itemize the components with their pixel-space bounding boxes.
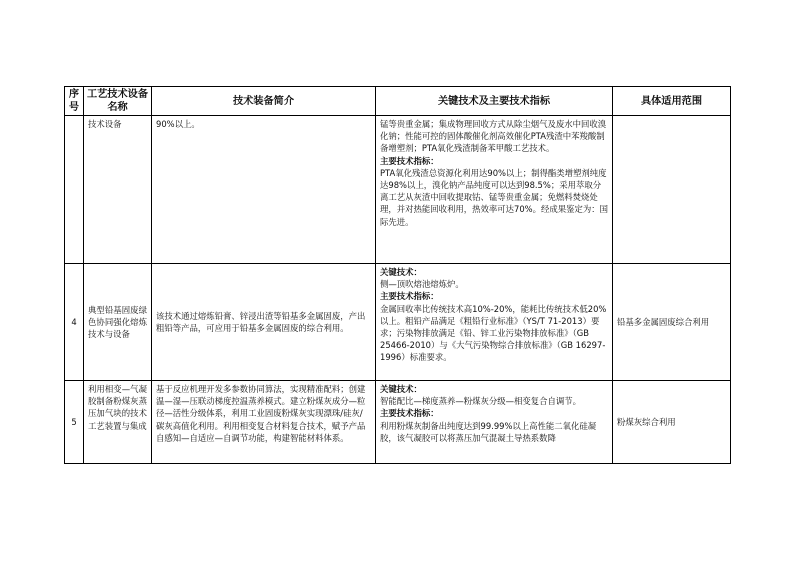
row-key [376, 264, 613, 381]
row-intro: 该技术通过熔炼铅膏、锌浸出渣等铅基多金属固废，产出粗铅等产品，可应用于铅基多金属固废的综合利用。 [152, 264, 376, 381]
row-scope: 铅基多金属固废综合利用 [613, 264, 731, 381]
row-name: 利用相变—气凝胶制备粉煤灰蒸压加气块的技术工艺装置与集成 [84, 381, 152, 464]
key-text: 利用粉煤灰制备出纯度达到99.99%以上高性能二氧化硅凝胶，该气凝胶可以将蒸压加气混凝土导热系数降 [380, 420, 597, 443]
header-scope: 具体适用范围 [613, 87, 731, 116]
table-row [65, 116, 731, 264]
key-text: 智能配比—梯度蒸养—粉煤灰分级—相变复合自调节。 [380, 396, 581, 407]
key-title: 主要技术指标： [380, 408, 439, 419]
row-name: 技术设备 [84, 116, 152, 264]
row-name: 典型铅基固废绿色协同强化熔炼技术与设备 [84, 264, 152, 381]
row-intro: 90%以上。 [152, 116, 376, 264]
key-text: 金属回收率比传统技术高10%-20%，能耗比传统技术低20%以上。粗铅产品满足《粗铅行业标准》（YS/T 71-2013）要求；污染物排放满足《铅、锌工业污染物排放标准》（GB 25466-2010）与《大气污染物综合排放标准》（GB 16297-1996）标准要求。 [380, 303, 607, 363]
row-no [65, 116, 84, 264]
header-name: 工艺技术设备名称 [84, 87, 152, 116]
key-text: 侧—顶吹熔池熔炼炉。 [380, 279, 464, 290]
table-row [65, 381, 731, 464]
row-scope: 粉煤灰综合利用 [613, 381, 731, 464]
key-text: PTA氧化残渣总资源化利用达90%以上；制得酯类增塑剂纯度达98%以上，溴化钠产品纯度可以达到98.5%；采用萃取分离工艺从灰渣中回收提取钴、锰等贵重金属；免燃料焚烧处理，并对热能回收利用，热效率可达70%。经成果鉴定为：国际先进。 [380, 167, 608, 227]
table-row [65, 264, 731, 381]
table-header-row [65, 87, 731, 116]
row-key [376, 116, 613, 264]
header-intro: 技术装备简介 [152, 87, 376, 116]
key-text: 锰等贵重金属；集成物理回收方式从除尘烟气及废水中回收溴化钠；性能可控的固体酸催化剂高效催化PTA残渣中苯羧酸制备增塑剂；PTA氧化残渣制备苯甲酸工艺技术。 [380, 119, 607, 154]
row-no: 5 [65, 381, 84, 464]
row-scope [613, 116, 731, 264]
technology-table [64, 86, 731, 464]
key-title: 主要技术指标： [380, 291, 439, 302]
row-intro: 基于反应机理开发多参数协同算法，实现精准配料；创建温—湿—压联动梯度控温蒸养模式。建立粉煤灰成分—粒径—活性分级体系，利用工业固废粉煤灰实现漂珠/硅灰/碳灰高值化利用。利用相变复合材料复合技术，赋予产品自感知—自适应—自调节功能，构建智能材料体系。 [152, 381, 376, 464]
key-title: 关键技术： [380, 384, 422, 394]
key-title: 关键技术： [380, 267, 422, 277]
key-title: 主要技术指标： [380, 155, 439, 166]
header-no: 序号 [65, 87, 84, 116]
row-no: 4 [65, 264, 84, 381]
header-key: 关键技术及主要技术指标 [376, 87, 613, 116]
row-key [376, 381, 613, 464]
